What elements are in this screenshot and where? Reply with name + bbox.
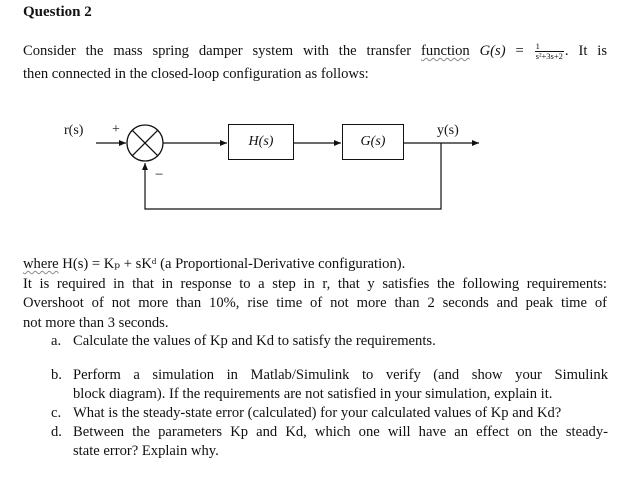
parts-list-a	[51, 332, 608, 351]
part-d	[51, 423, 608, 461]
where-line	[23, 255, 607, 275]
tf-numerator: 1	[535, 42, 564, 52]
part-b-line-1: Perform a simulation in Matlab/Simulink to verify (and show your Simulink	[73, 367, 608, 383]
minus-sign: −	[155, 167, 164, 183]
output-label: y(s)	[437, 123, 459, 138]
requirements-line-2: Overshoot of not more than 10%, rise time of not more than 2 seconds and peak time of	[23, 295, 607, 311]
requirements-line-3: not more than 3 seconds.	[23, 314, 169, 331]
intro-gs: G(s)	[479, 43, 506, 59]
intro-function-word: function	[421, 43, 470, 59]
where-rest: H(s) = Kₚ + sKᵈ (a Proportional-Derivative configuration).	[58, 256, 406, 272]
intro-line-1	[23, 42, 607, 62]
requirements-line-1: It is required in that in response to a step in r, that y satisfies the following requirements:	[23, 275, 607, 292]
part-c-line-1: What is the steady-state error (calculated) for your calculated values of Kp and Kd?	[73, 405, 562, 421]
intro-line-2: then connected in the closed-loop configuration as follows:	[23, 65, 369, 82]
part-b-line-2: block diagram). If the requirements are not satisfied in your simulation, explain it.	[73, 386, 553, 402]
plant-block-label: G(s)	[360, 134, 386, 149]
parts-list-bcd	[51, 366, 608, 461]
part-c	[51, 404, 608, 423]
intro-eq: =	[515, 43, 524, 59]
summing-junction	[127, 125, 163, 161]
transfer-function-fraction	[535, 42, 564, 61]
question-title: Question 2	[23, 4, 92, 20]
part-b	[51, 366, 608, 404]
part-a-line-1: Calculate the values of Kp and Kd to satisfy the requirements.	[73, 333, 436, 349]
where-word: where	[23, 256, 59, 272]
part-d-line-2: state error? Explain why.	[73, 443, 219, 459]
controller-block-label: H(s)	[248, 134, 274, 149]
part-d-line-1: Between the parameters Kp and Kd, which one will have an effect on the steady-	[73, 424, 608, 440]
part-a	[51, 332, 608, 351]
intro-paragraph	[23, 42, 607, 84]
tf-denominator: s²+3s+2	[535, 51, 563, 62]
part-d-mark: d.	[51, 424, 62, 440]
plus-sign: +	[112, 122, 120, 137]
input-label: r(s)	[64, 123, 84, 138]
intro-text-b: . It is	[564, 43, 608, 59]
intro-text-a: Consider the mass spring damper system with the transfer	[23, 43, 412, 59]
body-paragraph	[23, 255, 607, 333]
part-b-mark: b.	[51, 367, 62, 383]
plant-block-g	[342, 124, 404, 160]
part-a-mark: a.	[51, 333, 62, 349]
part-c-mark: c.	[51, 405, 62, 421]
controller-block-h	[228, 124, 294, 160]
